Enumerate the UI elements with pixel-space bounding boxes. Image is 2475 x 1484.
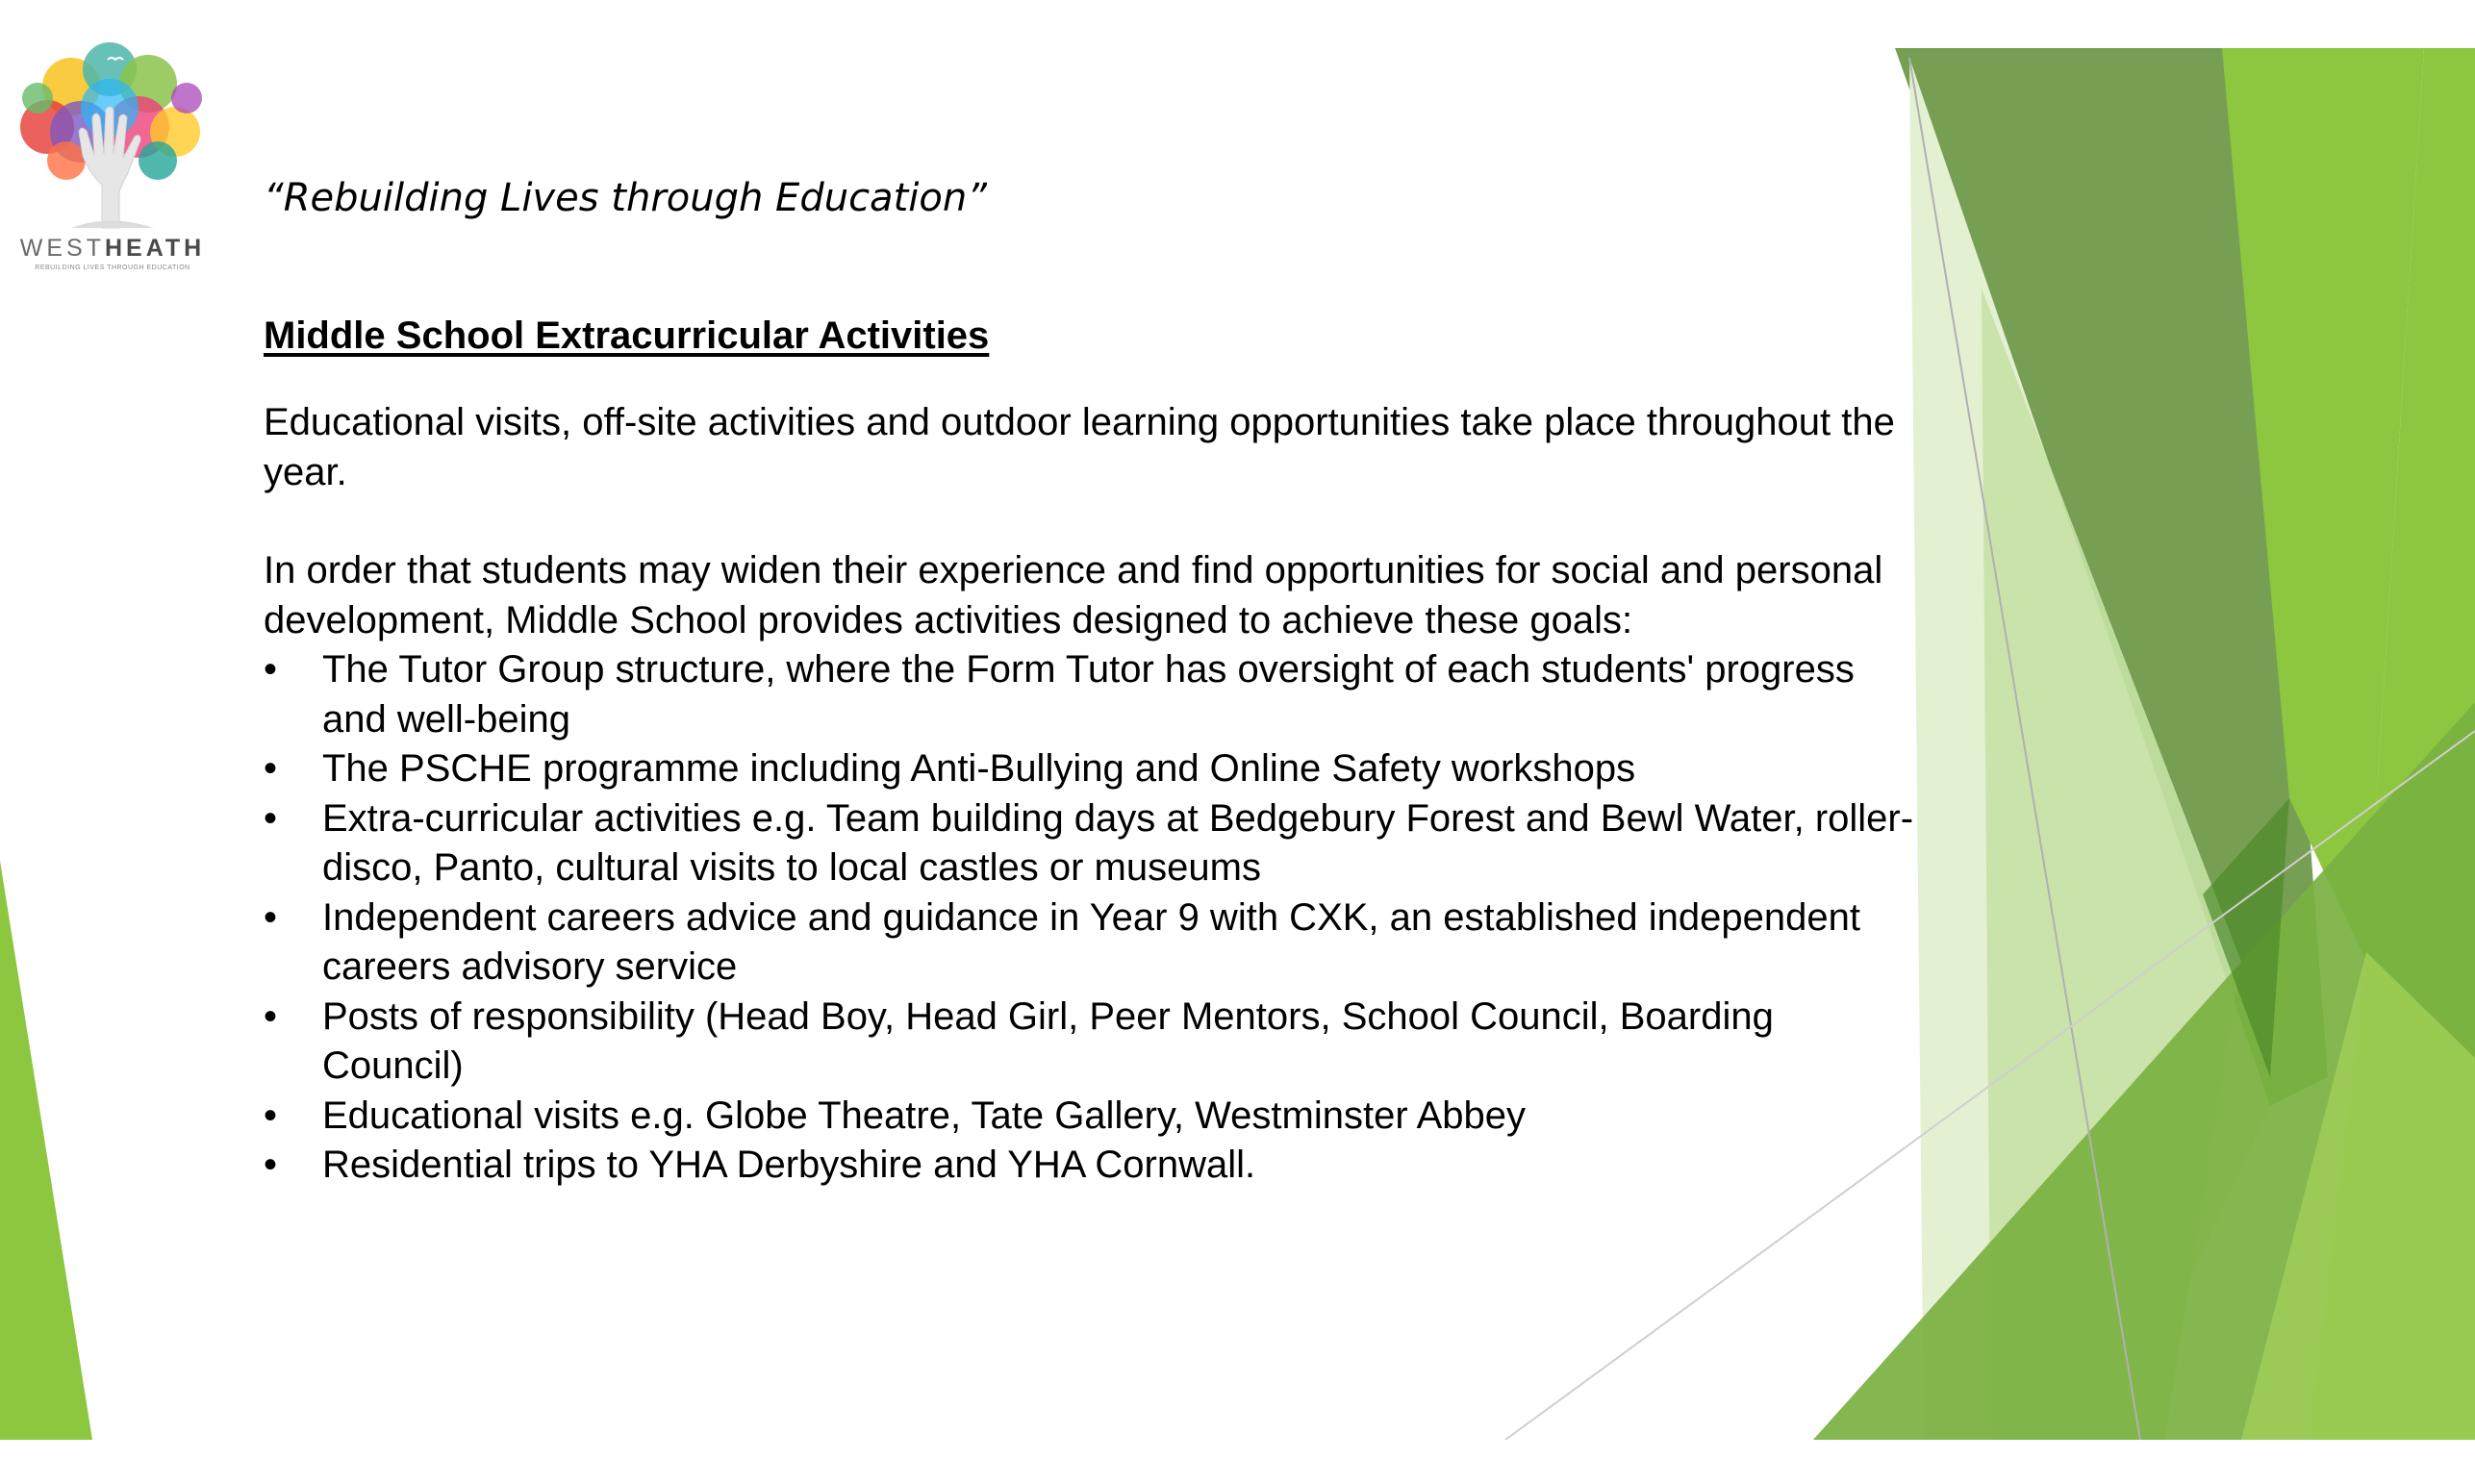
list-item (264, 645, 1918, 744)
list-item (264, 794, 1918, 893)
list-item (264, 1092, 1918, 1142)
list-item (264, 993, 1918, 1092)
bullet-icon: • (264, 994, 278, 1038)
bullet-icon: • (264, 796, 278, 840)
list-item-text: Educational visits e.g. Globe Theatre, Tate Gallery, Westminster Abbey (322, 1094, 1526, 1137)
list-item-text: Posts of responsibility (Head Boy, Head Girl, Peer Mentors, School Council, Boarding Council) (322, 994, 1774, 1087)
list-item (264, 893, 1918, 993)
logo-tagline: REBUILDING LIVES THROUGH EDUCATION (35, 264, 190, 271)
list-item (264, 744, 1918, 794)
logo-wordmark: WESTHEATH (19, 235, 206, 262)
westheath-logo (13, 40, 212, 281)
bullet-icon: • (264, 895, 278, 939)
list-item-text: Extra-curricular activities e.g. Team building days at Bedgebury Forest and Bewl Water, roller-disco, Panto, cultural visits to local castles or museums (322, 796, 1914, 889)
list-item-text: The PSCHE programme including Anti-Bullying and Online Safety workshops (322, 747, 1636, 790)
left-green-sliver (0, 861, 92, 1440)
goals-paragraph: In order that students may widen their experience and find opportunities for social and personal development, Middle School provides activities designed to achieve these goals: (264, 549, 1883, 641)
page-heading: Middle School Extracurricular Activities (264, 314, 990, 357)
bullet-icon: • (264, 1094, 278, 1137)
tree-logo-icon (13, 40, 212, 233)
list-item-text: Independent careers advice and guidance in Year 9 with CXK, an established independent careers advisory service (322, 895, 1860, 988)
bullet-icon: • (264, 747, 278, 790)
activities-list (264, 645, 1918, 1191)
list-item (264, 1141, 1918, 1191)
list-item-text: Residential trips to YHA Derbyshire and YHA Cornwall. (322, 1144, 1256, 1186)
bullet-icon: • (264, 648, 278, 691)
intro-paragraph: Educational visits, off-site activities and outdoor learning opportunities take place throughout the year. (264, 401, 1895, 493)
bullet-icon: • (264, 1144, 278, 1186)
list-item-text: The Tutor Group structure, where the Form Tutor has oversight of each students' progress and well-being (322, 648, 1855, 741)
school-motto: “Rebuilding Lives through Education” (264, 176, 987, 220)
